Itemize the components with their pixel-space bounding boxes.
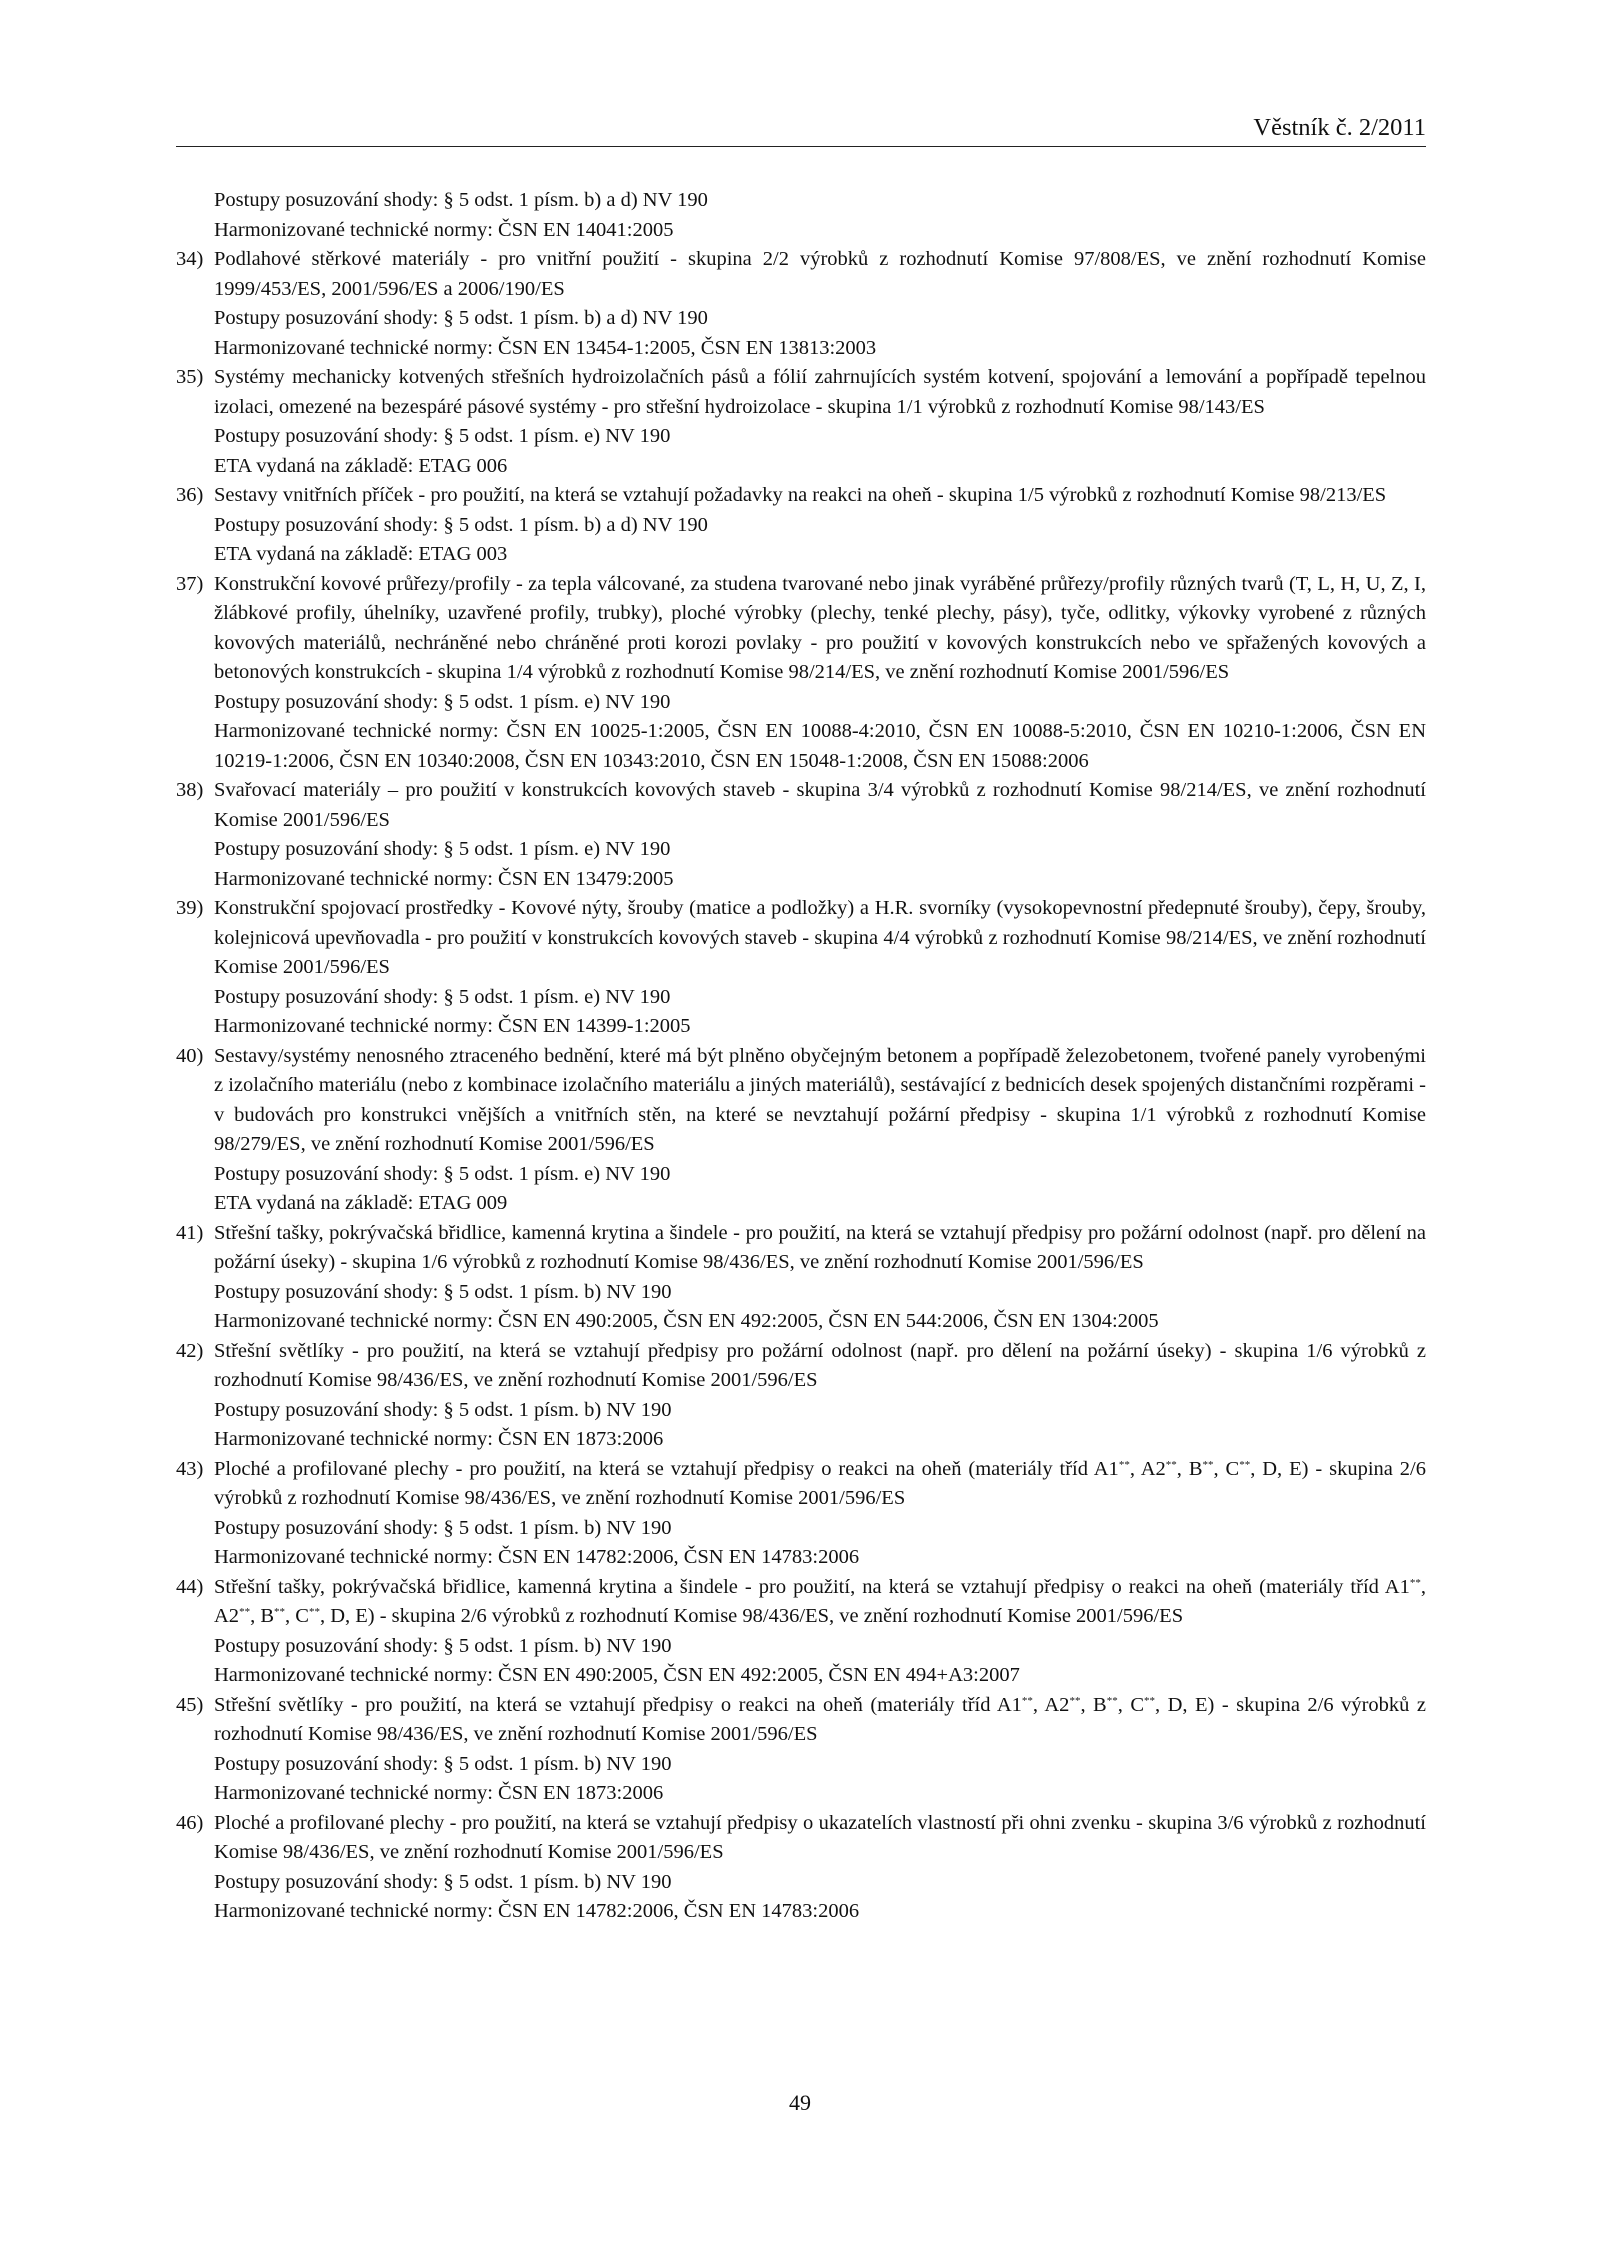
- item-number: 38): [176, 779, 204, 801]
- item-number: 37): [176, 572, 204, 595]
- item-title: [214, 1573, 1426, 1632]
- item-title: Ploché a profilované plechy - pro použití, na která se vztahují předpisy o ukazatelích vlastností při ohni zvenku - skupina 3/6 výrobků z rozhodnutí Komise 98/436/ES, ve znění rozhodnutí Komise 2001/596/ES: [214, 1811, 1426, 1863]
- list-item: [176, 1042, 1426, 1219]
- item-title: Podlahové stěrkové materiály - pro vnitřní použití - skupina 2/2 výrobků z rozhodnutí Komise 97/808/ES, ve znění rozhodnutí Komise 1999/453/ES, 2001/596/ES a 2006/190/ES: [214, 248, 1426, 300]
- list-item: [176, 776, 1426, 894]
- superscript-marker: **: [274, 1606, 285, 1618]
- list-item: [176, 1573, 1426, 1691]
- item-number: 34): [176, 248, 204, 270]
- item-title: Svařovací materiály – pro použití v konstrukcích kovových staveb - skupina 3/4 výrobků z rozhodnutí Komise 98/214/ES, ve znění rozhodnutí Komise 2001/596/ES: [214, 779, 1426, 831]
- title-fragment: , C: [1213, 1457, 1240, 1480]
- page-header: [176, 108, 1426, 147]
- list-item: [176, 1337, 1426, 1455]
- journal-title: Věstník č. 2/2011: [1253, 114, 1426, 141]
- item-detail-line: Harmonizované technické normy: ČSN EN 10025-1:2005, ČSN EN 10088-4:2010, ČSN EN 10088-5:2010, ČSN EN 10210-1:2006, ČSN EN 10219-1:2006, ČSN EN 10340:2008, ČSN EN 10343:2010, ČSN EN 15048-1:2008, ČSN EN 15088:2006: [214, 720, 1426, 772]
- item-title: Sestavy/systémy nenosného ztraceného bednění, které má být plněno obyčejným betonem a popřípadě železobetonem, tvořené panely vyrobenými z izolačního materiálu (nebo z kombinace izolačního materiálu a jiných materiálů), sestávající z bednicích desek spojených distančními rozpěrami - v budovách pro konstrukci vnějších a vnitřních stěn, na které se nevztahují požární předpisy - skupina 1/1 výrobků z rozhodnutí Komise 98/279/ES, ve znění rozhodnutí Komise 2001/596/ES: [214, 1044, 1426, 1155]
- product-list: [176, 245, 1426, 1927]
- title-fragment: , B: [1176, 1457, 1203, 1480]
- item-title: Systémy mechanicky kotvených střešních hydroizolačních pásů a fólií zahrnujících systém kotvení, spojování a lemování a popřípadě tepelnou izolaci, omezené na bezespáré pásové systémy - pro střešní hydroizolace - skupina 1/1 výrobků z rozhodnutí Komise 98/143/ES: [214, 366, 1426, 418]
- item-detail-line: ETA vydaná na základě: ETAG 009: [214, 1192, 508, 1214]
- item-title: [214, 1455, 1426, 1514]
- superscript-marker: **: [308, 1606, 320, 1618]
- item-number: 41): [176, 1221, 204, 1244]
- superscript-marker: **: [1069, 1694, 1081, 1707]
- item-detail-line: Postupy posuzování shody: § 5 odst. 1 písm. b) NV 190: [214, 1752, 672, 1775]
- item-title: [214, 1691, 1426, 1750]
- item-detail-line: ETA vydaná na základě: ETAG 006: [214, 454, 508, 477]
- superscript-marker: **: [1202, 1458, 1214, 1471]
- item-detail-line: Postupy posuzování shody: § 5 odst. 1 písm. e) NV 190: [214, 425, 671, 447]
- intro-line: Postupy posuzování shody: § 5 odst. 1 písm. b) a d) NV 190: [214, 189, 708, 211]
- intro-line: Harmonizované technické normy: ČSN EN 14041:2005: [214, 218, 674, 241]
- superscript-marker: **: [1165, 1458, 1177, 1471]
- superscript-marker: **: [1409, 1576, 1421, 1589]
- item-detail-line: Harmonizované technické normy: ČSN EN 14399-1:2005: [214, 1015, 691, 1037]
- item-title: Sestavy vnitřních příček - pro použití, na která se vztahují požadavky na reakci na oheň - skupina 1/5 výrobků z rozhodnutí Komise 98/213/ES: [214, 484, 1387, 506]
- title-fragment: , C: [285, 1605, 309, 1627]
- title-fragment: Střešní světlíky - pro použití, na která se vztahují předpisy o reakci na oheň (materiály tříd A1: [214, 1693, 1022, 1716]
- item-detail-line: Harmonizované technické normy: ČSN EN 14782:2006, ČSN EN 14783:2006: [214, 1546, 860, 1568]
- item-number: 46): [176, 1811, 204, 1834]
- item-title: Střešní tašky, pokrývačská břidlice, kamenná krytina a šindele - pro použití, na která se vztahují předpisy pro požární odolnost (např. pro dělení na požární úseky) - skupina 1/6 výrobků z rozhodnutí Komise 98/436/ES, ve znění rozhodnutí Komise 2001/596/ES: [214, 1221, 1426, 1273]
- item-detail-line: Harmonizované technické normy: ČSN EN 490:2005, ČSN EN 492:2005, ČSN EN 494+A3:2007: [214, 1664, 1020, 1686]
- list-item: [176, 1809, 1426, 1927]
- title-fragment: , D, E) - skupina 2/6 výrobků z rozhodnutí Komise 98/436/ES, ve znění rozhodnutí Komise 2001/596/ES: [214, 1457, 1426, 1509]
- title-fragment: , C: [1117, 1693, 1144, 1716]
- intro-block: [176, 186, 1426, 245]
- title-fragment: , A2: [214, 1575, 1426, 1627]
- title-fragment: Ploché a profilované plechy - pro použití, na která se vztahují předpisy o reakci na oheň (materiály tříd A1: [214, 1457, 1119, 1480]
- superscript-marker: **: [239, 1606, 251, 1618]
- item-detail-line: ETA vydaná na základě: ETAG 003: [214, 543, 508, 565]
- item-detail-line: Harmonizované technické normy: ČSN EN 1873:2006: [214, 1428, 664, 1450]
- list-item: [176, 894, 1426, 1042]
- item-detail-line: Harmonizované technické normy: ČSN EN 490:2005, ČSN EN 492:2005, ČSN EN 544:2006, ČSN EN 1304:2005: [214, 1310, 1159, 1332]
- list-item: [176, 363, 1426, 481]
- title-fragment: Střešní tašky, pokrývačská břidlice, kamenná krytina a šindele - pro použití, na která se vztahují předpisy o reakci na oheň (materiály tříd A1: [214, 1575, 1410, 1598]
- item-detail-line: Postupy posuzování shody: § 5 odst. 1 písm. b) NV 190: [214, 1280, 672, 1303]
- superscript-marker: **: [1239, 1458, 1251, 1471]
- item-detail-line: Postupy posuzování shody: § 5 odst. 1 písm. e) NV 190: [214, 1162, 671, 1185]
- item-number: 43): [176, 1457, 204, 1480]
- item-detail-line: Postupy posuzování shody: § 5 odst. 1 písm. b) NV 190: [214, 1398, 672, 1421]
- item-detail-line: Harmonizované technické normy: ČSN EN 1873:2006: [214, 1782, 664, 1804]
- item-detail-line: Postupy posuzování shody: § 5 odst. 1 písm. b) a d) NV 190: [214, 513, 708, 536]
- superscript-marker: **: [1118, 1458, 1130, 1471]
- list-item: [176, 481, 1426, 570]
- title-fragment: , A2: [1032, 1693, 1070, 1716]
- item-number: 42): [176, 1339, 204, 1362]
- list-item: [176, 1455, 1426, 1573]
- item-number: 39): [176, 897, 204, 919]
- list-item: [176, 1691, 1426, 1809]
- superscript-marker: **: [1106, 1694, 1118, 1707]
- title-fragment: , B: [250, 1605, 274, 1627]
- item-detail-line: Harmonizované technické normy: ČSN EN 14782:2006, ČSN EN 14783:2006: [214, 1900, 860, 1922]
- item-title: Střešní světlíky - pro použití, na která se vztahují předpisy pro požární odolnost (např. pro dělení na požární úseky) - skupina 1/6 výrobků z rozhodnutí Komise 98/436/ES, ve znění rozhodnutí Komise 2001/596/ES: [214, 1339, 1426, 1391]
- item-title: Konstrukční kovové průřezy/profily - za tepla válcované, za studena tvarované nebo jinak vyráběné průřezy/profily různých tvarů (T, L, H, U, Z, I, žlábkové profily, úhelníky, uzavřené profily, trubky), ploché výrobky (plechy, tenké plechy, pásy), tyče, odlitky, výkovky vyrobené z různých kovových materiálů, nechráněné nebo chráněné proti korozi povlaky - pro použití v kovových konstrukcích nebo ve spřažených kovových a betonových konstrukcích - skupina 1/4 výrobků z rozhodnutí Komise 98/214/ES, ve znění rozhodnutí Komise 2001/596/ES: [214, 572, 1426, 683]
- page-number: 49: [789, 2090, 811, 2115]
- item-number: 40): [176, 1044, 204, 1067]
- item-number: 35): [176, 366, 204, 388]
- item-detail-line: Harmonizované technické normy: ČSN EN 13454-1:2005, ČSN EN 13813:2003: [214, 336, 877, 359]
- list-item: [176, 1219, 1426, 1337]
- item-number: 36): [176, 484, 204, 506]
- title-fragment: , D, E) - skupina 2/6 výrobků z rozhodnutí Komise 98/436/ES, ve znění rozhodnutí Komise 2001/596/ES: [214, 1693, 1426, 1745]
- item-detail-line: Postupy posuzování shody: § 5 odst. 1 písm. e) NV 190: [214, 838, 671, 860]
- title-fragment: , B: [1080, 1693, 1107, 1716]
- item-detail-line: Postupy posuzování shody: § 5 odst. 1 písm. e) NV 190: [214, 985, 671, 1008]
- superscript-marker: **: [1021, 1694, 1033, 1707]
- item-detail-line: Harmonizované technické normy: ČSN EN 13479:2005: [214, 867, 674, 890]
- item-detail-line: Postupy posuzování shody: § 5 odst. 1 písm. e) NV 190: [214, 690, 671, 713]
- document-body: [176, 186, 1426, 1927]
- item-detail-line: Postupy posuzování shody: § 5 odst. 1 písm. b) NV 190: [214, 1634, 672, 1657]
- title-fragment: , A2: [1129, 1457, 1166, 1480]
- item-number: 45): [176, 1693, 204, 1716]
- superscript-marker: **: [1144, 1694, 1155, 1707]
- item-detail-line: Postupy posuzování shody: § 5 odst. 1 písm. b) NV 190: [214, 1870, 672, 1893]
- list-item: [176, 570, 1426, 777]
- item-detail-line: Postupy posuzování shody: § 5 odst. 1 písm. b) NV 190: [214, 1516, 672, 1539]
- list-item: [176, 245, 1426, 363]
- item-detail-line: Postupy posuzování shody: § 5 odst. 1 písm. b) a d) NV 190: [214, 307, 708, 329]
- title-fragment: , D, E) - skupina 2/6 výrobků z rozhodnutí Komise 98/436/ES, ve znění rozhodnutí Komise 2001/596/ES: [319, 1605, 1184, 1627]
- item-number: 44): [176, 1575, 204, 1598]
- item-title: Konstrukční spojovací prostředky - Kovové nýty, šrouby (matice a podložky) a H.R. svorníky (vysokopevnostní předepnuté šrouby), čepy, šrouby, kolejnicová upevňovadla - pro použití v konstrukcích kovových staveb - skupina 4/4 výrobků z rozhodnutí Komise 98/214/ES, ve znění rozhodnutí Komise 2001/596/ES: [214, 897, 1426, 978]
